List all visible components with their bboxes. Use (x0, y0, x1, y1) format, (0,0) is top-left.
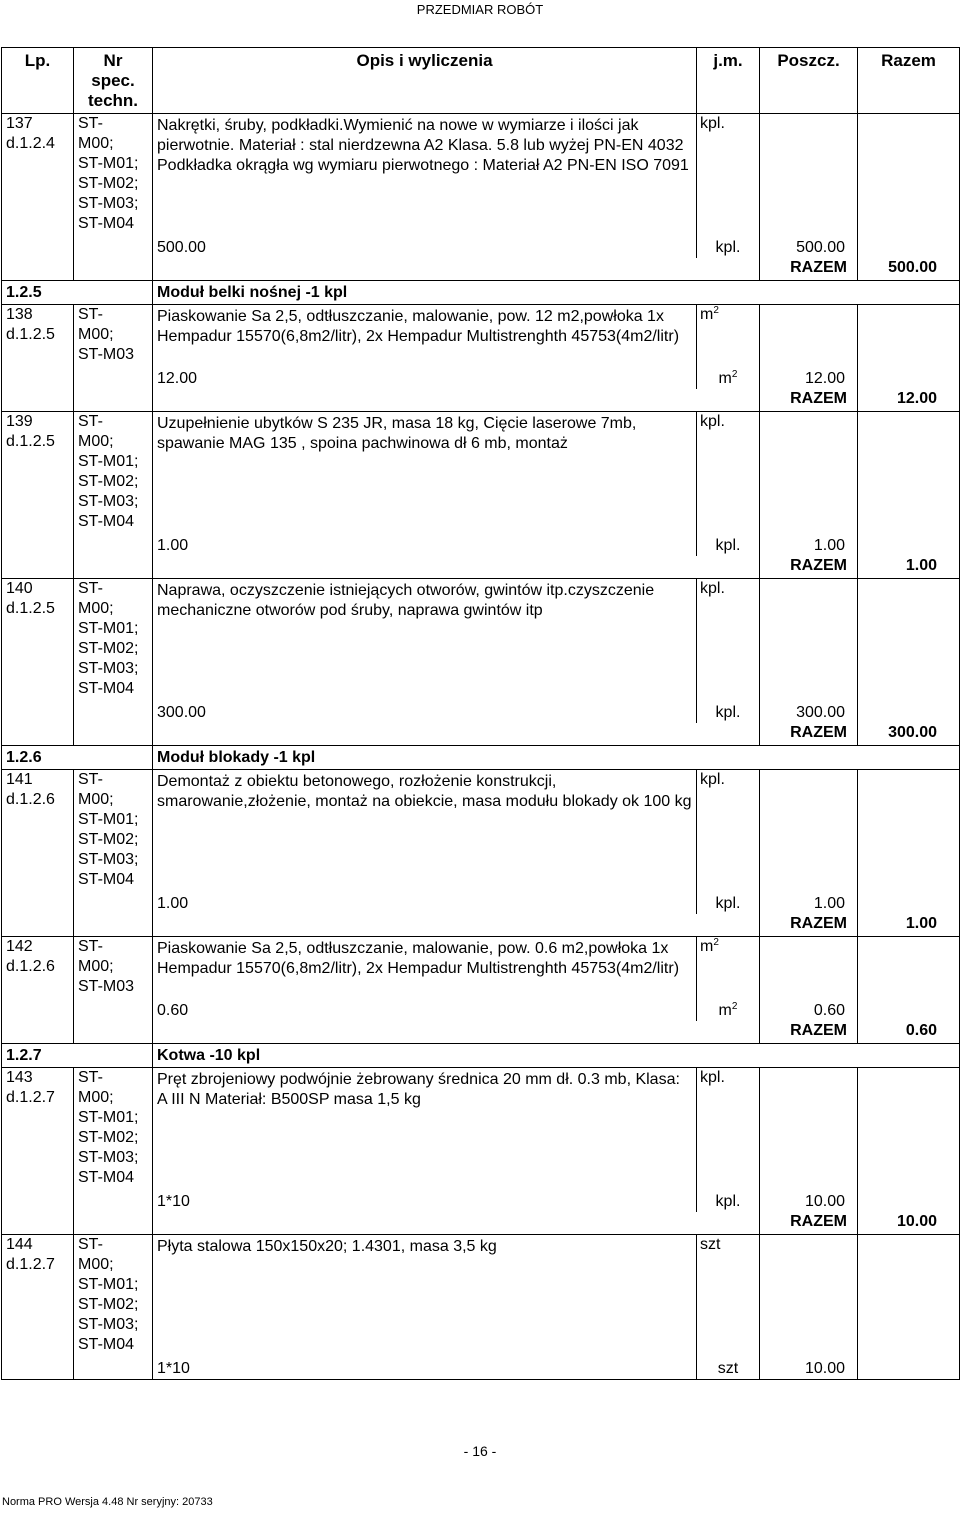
total-label: RAZEM (760, 556, 858, 579)
item-number: 142 d.1.2.6 (2, 937, 74, 1044)
quantity-unit: szt (717, 1360, 739, 1377)
empty-cell (760, 770, 858, 893)
empty-cell (760, 412, 858, 535)
item-unit-cell (697, 770, 760, 893)
section-number: 1.2.7 (2, 1044, 153, 1068)
quantity-unit: kpl. (715, 537, 741, 554)
empty-cell (760, 1068, 858, 1191)
empty-cell (858, 114, 960, 237)
empty-cell (153, 1212, 760, 1235)
table-body (2, 48, 960, 1381)
item-spec-codes: ST- M00; ST-M01; ST-M02; ST-M03; ST-M04 (74, 770, 153, 937)
empty-cell (858, 305, 960, 368)
quantity-calculation: 1.00 (153, 892, 697, 914)
empty-cell (760, 579, 858, 702)
empty-cell (153, 1380, 697, 1381)
total-label: RAZEM (760, 1212, 858, 1235)
empty-cell (858, 1068, 960, 1191)
item-spec-codes: ST- M00; ST-M01; ST-M02; ST-M03; ST-M04 (74, 412, 153, 579)
item-spec-codes: ST- M00; ST-M01; ST-M02; ST-M03; ST-M04 (74, 114, 153, 281)
item-row (2, 579, 960, 702)
item-unit-cell (697, 1068, 760, 1191)
empty-cell (858, 937, 960, 1000)
partial-quantity: 1.00 (760, 892, 858, 914)
empty-cell (858, 1190, 960, 1212)
empty-cell (858, 770, 960, 893)
header-total: Razem (858, 48, 960, 114)
item-unit: m (700, 306, 714, 323)
partial-quantity: 10.00 (760, 1190, 858, 1212)
total-value: 1.00 (858, 914, 960, 937)
total-label: RAZEM (760, 258, 858, 281)
quantity-unit-cell (697, 534, 760, 556)
total-label: RAZEM (760, 723, 858, 746)
section-title: Kotwa -10 kpl (153, 1044, 960, 1068)
quantity-calculation: 1*10 (153, 1357, 697, 1380)
quantity-calculation: 12.00 (153, 367, 697, 389)
item-unit-exponent: 2 (713, 305, 719, 316)
item-row (2, 1235, 960, 1358)
item-description: Piaskowanie Sa 2,5, odtłuszczanie, malowanie, pow. 0.6 m2,powłoka 1x Hempadur 15570(6,8m2/litr), 2x Hempadur Multistrenghth 45753(4m2/litr) (153, 937, 697, 1000)
item-description: Nakrętki, śruby, podkładki.Wymienić na nowe w wymiarze i ilości jak pierwotnie. Materiał : stal nierdzewna A2 Klasa. 5.8 lub wyżej PN-EN 4032 Podkładka okrągła wg wymiaru pierwotnego : Materiał A2 PN-EN ISO 7091 (153, 114, 697, 237)
quantity-unit-cell (697, 236, 760, 258)
total-value: 300.00 (858, 723, 960, 746)
empty-cell (858, 367, 960, 389)
empty-cell (858, 534, 960, 556)
empty-cell (760, 305, 858, 368)
item-unit-exponent: 2 (713, 937, 719, 948)
quantity-unit-exponent: 2 (731, 1001, 738, 1012)
empty-cell (153, 1021, 760, 1044)
item-unit: m (700, 938, 714, 955)
item-number: 139 d.1.2.5 (2, 412, 74, 579)
total-value: 10.00 (858, 1212, 960, 1235)
empty-cell (2, 1380, 74, 1381)
quantity-unit-cell (697, 367, 760, 389)
item-description: Demontaż z obiektu betonowego, rozłożenie konstrukcji, smarowanie,złożenie, montaż na obiekcie, masa modułu blokady ok 100 kg (153, 770, 697, 893)
quantity-unit: kpl. (715, 704, 741, 721)
header-unit: j.m. (697, 48, 760, 114)
item-description: Piaskowanie Sa 2,5, odtłuszczanie, malowanie, pow. 12 m2,powłoka 1x Hempadur 15570(6,8m2/litr), 2x Hempadur Multistrenghth 45753(4m2/litr) (153, 305, 697, 368)
total-value: 12.00 (858, 389, 960, 412)
quantity-calculation: 1.00 (153, 534, 697, 556)
item-number: 143 d.1.2.7 (2, 1068, 74, 1235)
empty-cell (858, 1235, 960, 1358)
total-value: 1.00 (858, 556, 960, 579)
partial-quantity: 500.00 (760, 236, 858, 258)
empty-cell (858, 701, 960, 723)
item-spec-codes: ST- M00; ST-M01; ST-M02; ST-M03; ST-M04 (74, 579, 153, 746)
quantity-unit: kpl. (715, 1193, 741, 1210)
partial-quantity: 10.00 (760, 1357, 858, 1380)
item-unit-cell (697, 412, 760, 535)
empty-cell (697, 1380, 760, 1381)
table-header-row (2, 48, 960, 114)
item-row (2, 412, 960, 535)
section-number: 1.2.6 (2, 746, 153, 770)
item-description: Uzupełnienie ubytków S 235 JR, masa 18 kg, Cięcie laserowe 7mb, spawanie MAG 135 , spoina pachwinowa dł 6 mb, montaż (153, 412, 697, 535)
item-number: 140 d.1.2.5 (2, 579, 74, 746)
empty-cell (858, 579, 960, 702)
empty-cell (153, 556, 760, 579)
item-unit: kpl. (700, 1069, 725, 1086)
item-spec-codes: ST- M00; ST-M03 (74, 305, 153, 412)
quantity-unit: kpl. (715, 895, 741, 912)
empty-cell (153, 723, 760, 746)
item-unit-cell (697, 114, 760, 237)
item-spec-codes: ST- M00; ST-M01; ST-M02; ST-M03; ST-M04 (74, 1068, 153, 1235)
item-unit: kpl. (700, 413, 725, 430)
item-description: Pręt zbrojeniowy podwójnie żebrowany średnica 20 mm dł. 0.3 mb, Klasa: A III N Materiał: B500SP masa 1,5 kg (153, 1068, 697, 1191)
section-row (2, 1044, 960, 1068)
empty-cell (153, 389, 760, 412)
item-spec-codes: ST- M00; ST-M01; ST-M02; ST-M03; ST-M04 (74, 1235, 153, 1380)
item-unit-cell (697, 1235, 760, 1358)
quantity-unit-cell (697, 1190, 760, 1212)
item-row (2, 305, 960, 368)
partial-quantity: 12.00 (760, 367, 858, 389)
partial-quantity: 0.60 (760, 999, 858, 1021)
item-number: 138 d.1.2.5 (2, 305, 74, 412)
item-row (2, 770, 960, 893)
item-unit-cell (697, 937, 760, 1000)
quantity-unit: m (718, 1002, 732, 1019)
item-unit: kpl. (700, 115, 725, 132)
cost-estimate-table (1, 47, 960, 1380)
total-label: RAZEM (760, 914, 858, 937)
total-value: 0.60 (858, 1021, 960, 1044)
header-partial: Poszcz. (760, 48, 858, 114)
quantity-calculation: 300.00 (153, 701, 697, 723)
quantity-calculation: 1*10 (153, 1190, 697, 1212)
quantity-unit-exponent: 2 (731, 369, 738, 380)
partial-quantity: 1.00 (760, 534, 858, 556)
item-unit: kpl. (700, 771, 725, 788)
empty-cell (858, 999, 960, 1021)
empty-cell (858, 412, 960, 535)
item-number: 141 d.1.2.6 (2, 770, 74, 937)
item-unit: szt (700, 1236, 721, 1253)
header-lp: Lp. (2, 48, 74, 114)
section-row (2, 746, 960, 770)
section-title: Moduł blokady -1 kpl (153, 746, 960, 770)
item-description: Płyta stalowa 150x150x20; 1.4301, masa 3,5 kg (153, 1235, 697, 1358)
item-number: 144 d.1.2.7 (2, 1235, 74, 1380)
section-title: Moduł belki nośnej -1 kpl (153, 281, 960, 305)
quantity-unit-cell (697, 892, 760, 914)
empty-cell (858, 892, 960, 914)
quantity-calculation: 0.60 (153, 999, 697, 1021)
empty-cell (760, 937, 858, 1000)
quantity-unit-cell (697, 701, 760, 723)
empty-cell (153, 258, 760, 281)
total-label: RAZEM (760, 389, 858, 412)
quantity-calculation: 500.00 (153, 236, 697, 258)
empty-cell (858, 1357, 960, 1380)
empty-cell (153, 914, 760, 937)
quantity-unit: kpl. (715, 239, 741, 256)
document-title: PRZEDMIAR ROBÓT (416, 2, 544, 17)
item-row (2, 937, 960, 1000)
item-row (2, 1068, 960, 1191)
section-number: 1.2.5 (2, 281, 153, 305)
partial-quantity: 300.00 (760, 701, 858, 723)
table-bottom-border (2, 1380, 960, 1381)
empty-cell (760, 1235, 858, 1358)
empty-cell (760, 114, 858, 237)
quantity-unit: m (718, 370, 732, 387)
item-description: Naprawa, oczyszczenie istniejących otworów, gwintów itp.czyszczenie mechaniczne otworów pod śruby, naprawa gwintów itp (153, 579, 697, 702)
page-number: - 16 - (463, 1443, 497, 1459)
item-unit-cell (697, 579, 760, 702)
item-unit: kpl. (700, 580, 725, 597)
quantity-unit-cell (697, 999, 760, 1021)
empty-cell (858, 1380, 960, 1381)
empty-cell (858, 236, 960, 258)
item-number: 137 d.1.2.4 (2, 114, 74, 281)
total-label: RAZEM (760, 1021, 858, 1044)
header-description: Opis i wyliczenia (153, 48, 697, 114)
total-value: 500.00 (858, 258, 960, 281)
software-footer: Norma PRO Wersja 4.48 Nr seryjny: 20733 (2, 1496, 213, 1508)
header-spec: Nr spec. techn. (74, 48, 153, 114)
item-spec-codes: ST- M00; ST-M03 (74, 937, 153, 1044)
item-unit-cell (697, 305, 760, 368)
section-row (2, 281, 960, 305)
quantity-unit-cell (697, 1357, 760, 1380)
item-row (2, 114, 960, 237)
empty-cell (760, 1380, 858, 1381)
empty-cell (74, 1380, 153, 1381)
